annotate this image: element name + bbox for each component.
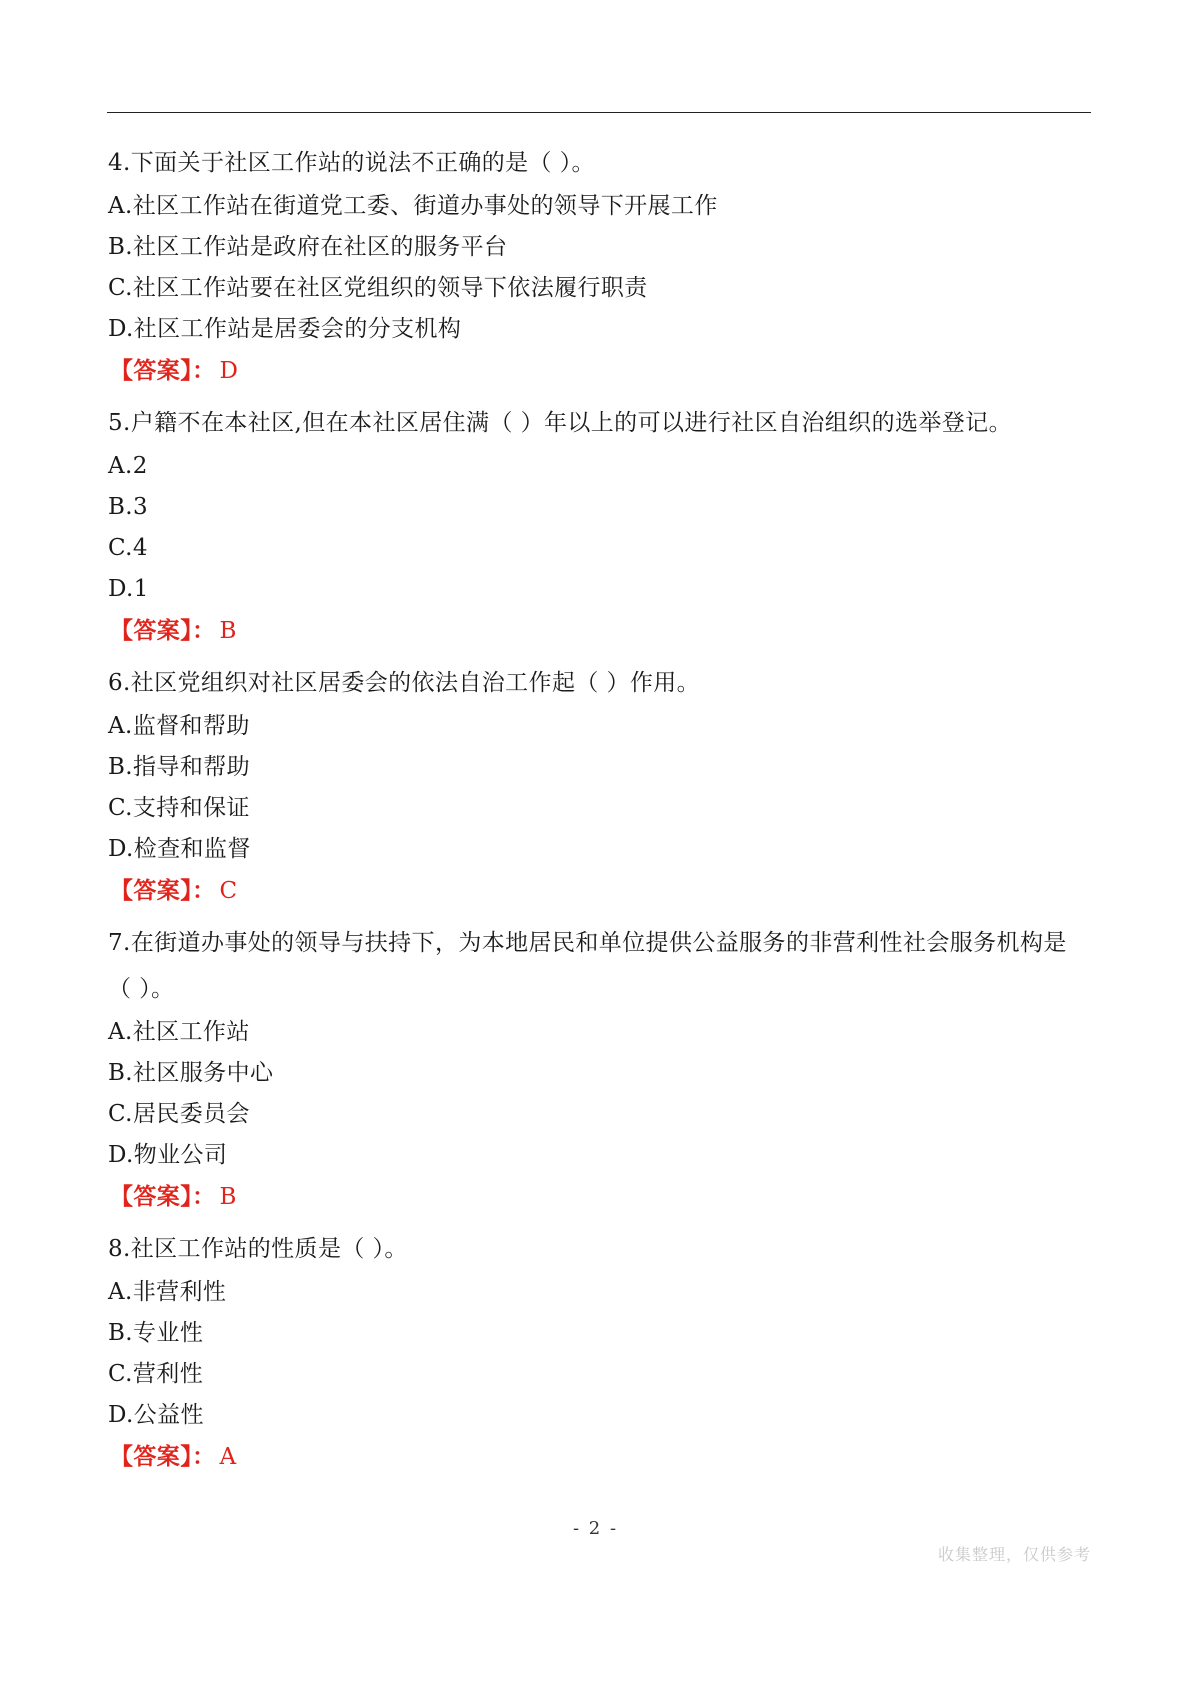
option-d: D.公益性 [108,1402,204,1428]
question-7 [108,920,1092,1218]
option-a: A.监督和帮助 [108,713,250,739]
option-d: D.1 [108,576,149,602]
option-d: D.社区工作站是居委会的分支机构 [108,316,462,342]
option-a: A.社区工作站 [108,1019,250,1045]
question-stem: 4.下面关于社区工作站的说法不正确的是（ ）。 [108,150,595,176]
question-6 [108,660,1092,912]
answer-line [108,870,1092,912]
question-list [108,140,1092,1486]
question-8 [108,1226,1092,1478]
answer-value: B [219,618,237,644]
question-stem: 6.社区党组织对社区居委会的依法自治工作起（ ）作用。 [108,670,701,696]
answer-line [108,1436,1092,1478]
option-c: C.社区工作站要在社区党组织的领导下依法履行职责 [108,275,648,301]
option-list [108,446,1092,610]
option-b: B.3 [108,494,149,520]
option-d: D.检查和监督 [108,836,251,862]
question-stem-continuation: （ ）。 [108,976,175,1002]
question-4 [108,140,1092,392]
option-list [108,706,1092,870]
option-d: D.物业公司 [108,1142,228,1168]
option-a: A.2 [108,453,148,479]
answer-value: A [219,1444,237,1470]
question-5 [108,400,1092,652]
option-b: B.指导和帮助 [108,754,251,780]
option-list [108,186,1092,350]
page-number: - 2 - [572,1518,619,1539]
answer-value: C [219,878,238,904]
option-a: A.非营利性 [108,1279,227,1305]
option-c: C.居民委员会 [108,1101,250,1127]
option-list [108,1012,1092,1176]
question-stem: 7.在街道办事处的领导与扶持下，为本地居民和单位提供公益服务的非营利性社会服务机构是 [108,930,1067,956]
watermark-text: 收集整理，仅供参考 [937,1545,1091,1564]
answer-label: 【答案】： [110,1443,216,1470]
answer-value: B [219,1184,237,1210]
answer-value: D [219,358,239,384]
option-a: A.社区工作站在街道党工委、街道办事处的领导下开展工作 [108,193,718,219]
answer-line [108,1176,1092,1218]
option-b: B.专业性 [108,1320,204,1346]
option-c: C.支持和保证 [108,795,250,821]
option-c: C.4 [108,535,148,561]
option-b: B.社区工作站是政府在社区的服务平台 [108,234,508,260]
header-rule [107,112,1091,113]
answer-label: 【答案】： [110,357,216,384]
answer-label: 【答案】： [110,617,216,644]
answer-label: 【答案】： [110,1183,216,1210]
answer-line [108,350,1092,392]
option-b: B.社区服务中心 [108,1060,274,1086]
answer-line [108,610,1092,652]
question-stem: 5.户籍不在本社区,但在本社区居住满（ ）年以上的可以进行社区自治组织的选举登记。 [108,410,1012,436]
question-stem: 8.社区工作站的性质是（ ）。 [108,1236,408,1262]
option-list [108,1272,1092,1436]
option-c: C.营利性 [108,1361,204,1387]
answer-label: 【答案】： [110,877,216,904]
